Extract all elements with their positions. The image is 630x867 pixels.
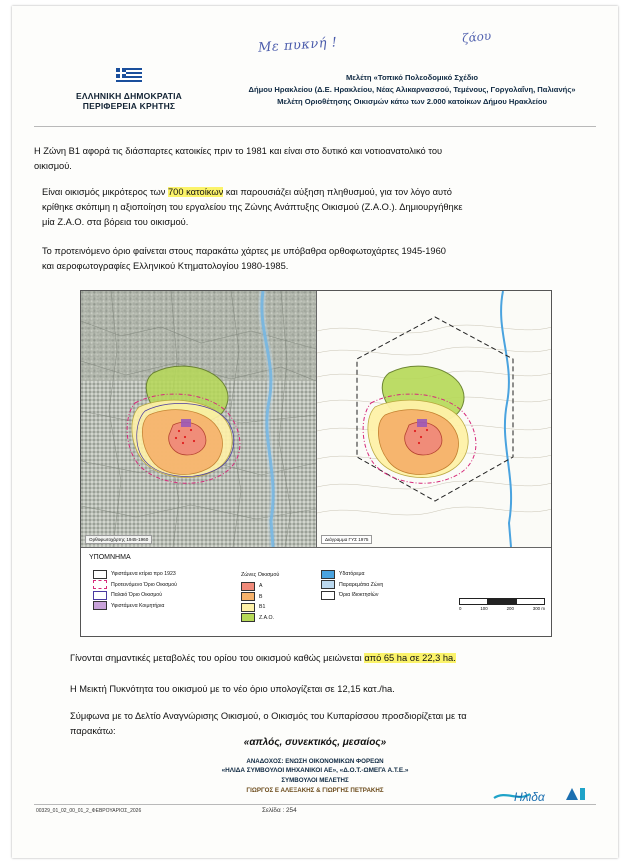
left-map-label: Ορθοφωτοχάρτης 1945-1960	[85, 535, 152, 544]
recognition-quote: «απλός, συνεκτικός, μεσαίος»	[243, 737, 387, 748]
highlight-population: 700 κατοίκων	[168, 187, 224, 197]
legend-item	[321, 581, 431, 589]
legend-item	[321, 591, 431, 599]
paragraph-2	[42, 185, 597, 230]
footer-document-code: 00329_01_02_00_01_2_ΦΕΒΡΟΥΑΡΙΟΣ_2026	[36, 808, 142, 814]
zone-zao-swatch-icon	[241, 613, 255, 622]
handwriting-note-1: Με πυκνή !	[257, 35, 338, 56]
map-gys-diagram-1975	[316, 291, 552, 547]
legend-zones-title: Ζώνες Οικισμού	[241, 572, 280, 578]
footer-page-number: Σελίδα : 254	[262, 807, 297, 814]
legend-column-symbols	[93, 570, 233, 612]
solid-swatch-icon	[93, 591, 107, 600]
paragraph-4-line-1a: Γίνονται σημαντικές μεταβολές του ορίου του οικισμού καθώς μειώνεται	[70, 653, 365, 663]
map-scale-bar	[459, 598, 545, 611]
legend-column-hydro	[321, 570, 431, 602]
stream-swatch-icon	[321, 570, 335, 579]
scanned-sheet	[12, 6, 618, 858]
legend-item	[93, 591, 233, 599]
legend-item-label: Β	[259, 593, 263, 600]
legend-item	[241, 593, 321, 601]
paragraph-6-line-2: παρακάτω:	[70, 726, 116, 736]
scale-bar-segments	[459, 598, 545, 605]
header-organization	[34, 68, 224, 111]
paragraph-3-line-1: Το προτεινόμενο όριο φαίνεται στους παρακάτω χάρτες με υπόβαθρα ορθοφωτοχάρτες 1945-1960	[42, 246, 446, 256]
org-line-1: ΕΛΛΗΝΙΚΗ ΔΗΜΟΚΡΑΤΙΑ	[75, 91, 182, 101]
legend-item-label: Α	[259, 583, 263, 589]
paragraph-5	[70, 682, 590, 697]
legend-item	[93, 602, 233, 610]
paragraph-1	[34, 144, 594, 174]
map-legend	[81, 547, 551, 636]
svg-text:Ηλιδα: Ηλιδα	[514, 790, 545, 804]
zone-b1-swatch-icon	[241, 603, 255, 612]
footer-consultants-names: ΓΙΩΡΓΟΣ Ε ΑΛΕΞΑΚΗΣ & ΓΙΩΡΓΗΣ ΠΕΤΡΑΚΗΣ	[246, 787, 384, 794]
legend-item-label: Παλαιό Όριο Οικισμού	[111, 592, 163, 598]
map-figure	[80, 290, 552, 637]
footer-contractor-line-1: ΑΝΑΔΟΧΟΣ: ΕΝΩΣΗ ΟΙΚΟΝΟΜΙΚΩΝ ΦΟΡΕΩΝ	[246, 758, 384, 765]
cemetery-swatch-icon	[93, 601, 107, 610]
paragraph-3-line-2: και αεροφωτογραφίες Ελληνικού Κτηματολογίου 1980-1985.	[42, 261, 289, 271]
footer-divider	[34, 804, 596, 805]
paragraph-3	[42, 244, 597, 274]
paragraph-1-line-1: Η Ζώνη Β1 αφορά τις διάσπαρτες κατοικίες πριν το 1981 και είναι στο δυτικό και νοτιοανατολικό του	[34, 146, 443, 156]
legend-item	[241, 603, 321, 611]
header-study-title	[227, 72, 597, 108]
legend-item-label: Όρια Ιδιοκτησίών	[339, 592, 379, 598]
paragraph-2-line-1b: και παρουσιάζει αύξηση πληθυσμού, για τον λόγο αυτό	[223, 187, 452, 197]
legend-item	[93, 581, 233, 589]
ilida-logo	[492, 784, 588, 811]
paragraph-6	[70, 709, 590, 739]
legend-item-label: Παραρεμάτια Ζώνη	[339, 581, 384, 588]
legend-item	[93, 570, 233, 578]
map-orthophoto-1945-1960	[81, 291, 316, 547]
legend-item-label: Προτεινόμενο Όριο Οικισμού	[111, 581, 178, 588]
paragraph-4	[70, 651, 590, 666]
scale-tick: 300 m	[532, 606, 545, 611]
handwriting-note-2: ζάου	[461, 28, 492, 46]
greek-flag-icon	[116, 68, 142, 85]
study-title-line-1: Μελέτη «Τοπικό Πολεοδομικό Σχέδιο	[345, 73, 479, 82]
legend-item-label: Ζ.Α.Ο.	[259, 614, 274, 621]
scale-tick: 100	[480, 606, 488, 611]
legend-item-label: Υφιστάμενα κτίρια προ 1923	[111, 571, 176, 577]
scale-tick: 0	[459, 606, 462, 611]
zone-b-swatch-icon	[241, 592, 255, 601]
parcel-boundary-swatch-icon	[321, 591, 335, 600]
riparian-zone-swatch-icon	[321, 580, 335, 589]
study-title-line-3: Μελέτη Οριοθέτησης Οικισμών κάτω των 2.000 κατοίκων Δήμου Ηρακλείου	[277, 97, 547, 106]
scale-bar-labels	[459, 606, 545, 611]
legend-item-label: Β1	[259, 604, 266, 610]
legend-item-label: Υδατόρεμα	[339, 571, 365, 577]
zone-a-swatch-icon	[241, 582, 255, 591]
scale-tick: 200	[506, 606, 514, 611]
paragraph-5-line-1: Η Μεικτή Πυκνότητα του οικισμού με το νέο όριο υπολογίζεται σε 12,15 κατ./ha.	[70, 684, 395, 694]
footer-consultants-title: ΣΥΜΒΟΥΛΟΙ ΜΕΛΕΤΗΣ	[281, 777, 349, 784]
dots-swatch-icon	[93, 570, 107, 579]
study-title-line-2: Δήμου Ηρακλείου (Δ.Ε. Ηρακλείου, Νέας Αλικαρνασσού, Τεμένους, Γοργολαΐνη, Παλιανής»	[248, 85, 576, 94]
org-line-2: ΠΕΡΙΦΕΡΕΙΑ ΚΡΗΤΗΣ	[82, 101, 176, 111]
paragraph-2-line-3: μία Ζ.Α.Ο. στα βόρεια του οικισμού.	[42, 217, 189, 227]
header-divider	[34, 126, 596, 127]
paragraph-1-line-2: οικισμού.	[34, 161, 72, 171]
legend-title: ΥΠΟΜΝΗΜΑ	[89, 554, 131, 561]
paragraph-2-line-1a: Είναι οικισμός μικρότερος των	[42, 187, 168, 197]
paragraph-6-line-1: Σύμφωνα με το Δελτίο Αναγνώρισης Οικισμού, ο Οικισμός του Κυπαρίσσου προσδιορίζεται με τα	[70, 711, 467, 721]
legend-item	[321, 570, 431, 578]
highlight-area-change: από 65 ha σε 22,3 ha.	[364, 653, 456, 663]
right-map-label: Διάγραμμα ΓΥΣ 1975	[321, 535, 372, 544]
dashdot-swatch-icon	[93, 580, 107, 589]
paragraph-2-line-2: κρίθηκε σκόπιμη η αξιοποίηση του εργαλείου της Ζώνης Ανάπτυξης Οικισμού (Ζ.Α.Ο.). Δημιουργήθηκε	[42, 202, 463, 212]
legend-item	[241, 614, 321, 622]
footer-contractor-line-2: «ΗΛΙΔΑ ΣΥΜΒΟΥΛΟΙ ΜΗΧΑΝΙΚΟΙ ΑΕ», «Δ.Ο.Τ.-ΩΜΕΓΑ Α.Τ.Ε.»	[221, 767, 409, 774]
legend-column-zones	[241, 570, 321, 624]
legend-item-label: Υφιστάμενα Κοιμητήρια	[111, 602, 165, 609]
legend-item	[241, 582, 321, 590]
